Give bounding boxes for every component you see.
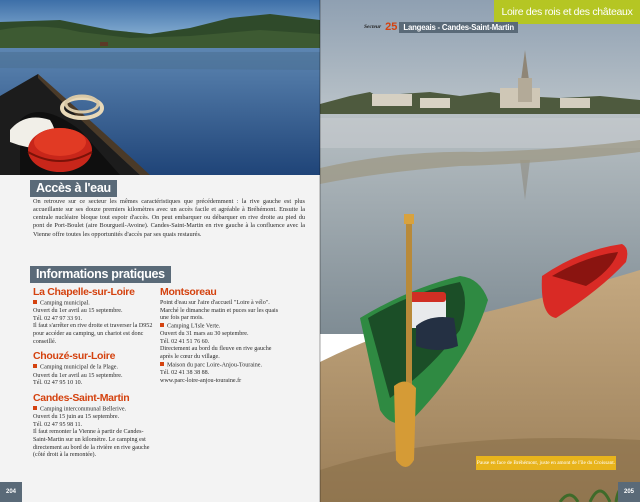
info-line xyxy=(160,346,282,361)
info-text: Ouvert du 15 juin au 15 septembre. xyxy=(33,414,120,421)
info-text: Camping municipal de la Plage. xyxy=(40,364,119,371)
route-number: 25 xyxy=(385,21,398,33)
info-text: Ouvert du 1er avril au 15 septembre. xyxy=(33,308,123,315)
info-line xyxy=(33,429,155,460)
canoes-on-beach-photo xyxy=(320,0,640,502)
info-line xyxy=(160,323,282,331)
bullet-square-icon xyxy=(33,364,37,368)
info-line xyxy=(160,378,282,386)
bullet-square-icon xyxy=(160,323,164,327)
info-line xyxy=(33,373,155,381)
info-line xyxy=(33,414,155,422)
info-line xyxy=(33,406,155,414)
info-text: Tél. 02 47 95 98 11. xyxy=(33,421,83,428)
info-column-2 xyxy=(160,286,282,389)
chapter-title-banner: Loire des rois et des châteaux xyxy=(494,0,640,24)
info-text: Camping municipal. xyxy=(40,300,90,307)
town-name: Candes-Saint-Martin xyxy=(33,391,130,404)
town-name: Montsoreau xyxy=(160,286,217,298)
info-line xyxy=(33,364,155,372)
bullet-square-icon xyxy=(33,406,37,410)
right-page xyxy=(320,0,640,502)
town-name: La Chapelle-sur-Loire xyxy=(33,286,135,298)
page-number-right: 205 xyxy=(618,482,640,502)
town-block xyxy=(33,392,155,460)
info-text: Camping intercommunal Bellerive. xyxy=(40,406,127,413)
route-label xyxy=(364,20,518,34)
info-line xyxy=(160,300,282,308)
info-line xyxy=(33,323,155,346)
info-text: www.parc-loire-anjou-touraine.fr xyxy=(160,377,242,384)
town-block xyxy=(33,350,155,387)
route-prefix: Secteur xyxy=(364,24,382,30)
town-block xyxy=(160,286,282,385)
info-column-1 xyxy=(33,286,155,464)
info-text: Tél. 02 47 95 10 10. xyxy=(33,380,83,387)
infos-heading: Informations pratiques xyxy=(30,266,171,283)
acces-paragraph: On retrouve sur ce secteur les mêmes caractéristiques que précédemment : la rive gauche est plus accueillante sur ses douze premiers kilomètres avec un accès facile et agréable à Bréhémont. Ensuite la centrale nucléaire bloque tout espoir d'accès. On peut embarquer ou débarquer en rive droite au pied du pont de Port-Boulet (aire Bourgueil-Avoine). Candes-Saint-Martin en rive gauche à la confluence avec la Vienne offre toutes les opportunités d'accès par ses quais restaurés. xyxy=(33,198,305,238)
info-line xyxy=(33,308,155,316)
canoe-river-illustration xyxy=(0,0,320,175)
bullet-square-icon xyxy=(160,362,164,366)
bullet-square-icon xyxy=(33,300,37,304)
info-text: Maison du parc Loire-Anjou-Touraine. xyxy=(167,362,263,369)
book-gutter xyxy=(319,0,321,502)
photo-caption: Pause en face de Bréhémont, juste en amont de l'île du Croissant. xyxy=(476,456,616,470)
canoe-river-photo xyxy=(0,0,320,175)
info-text: Marché le dimanche matin et puces sur les quais une fois par mois. xyxy=(160,307,279,322)
info-text: Camping L'Isle Verte. xyxy=(167,323,221,330)
info-text: Ouvert du 31 mars au 30 septembre. xyxy=(160,331,249,338)
info-text: Point d'eau sur l'aire d'accueil "Loire à vélo". xyxy=(160,300,270,306)
route-title: Langeais - Candes-Saint-Martin xyxy=(399,22,518,33)
info-text: Directement au bord du fleuve en rive gauche après le cœur du village. xyxy=(160,346,272,361)
info-text: Ouvert du 1er avril au 15 septembre. xyxy=(33,372,123,379)
page-number-left: 204 xyxy=(0,482,22,502)
info-line xyxy=(160,370,282,378)
info-line xyxy=(160,331,282,339)
town-name: Chouzé-sur-Loire xyxy=(33,350,116,363)
info-text: Tél. 02 41 51 76 60. xyxy=(160,338,210,345)
info-line xyxy=(33,300,155,308)
info-text: Il faut remonter la Vienne à partir de Candes-Saint-Martin sur un kilomètre. Le camping est directement au bord de la rivière en rive gauche (côté droit à la remontée). xyxy=(33,429,150,459)
info-text: Il faut s'arrêter en rive droite et traverser la D952 pour accéder au camping, un chariot est donc conseillé. xyxy=(33,323,153,345)
acces-heading: Accès à l'eau xyxy=(30,180,117,197)
info-text: Tél. 02 41 38 38 88. xyxy=(160,369,210,376)
info-text: Tél. 02 47 97 33 91. xyxy=(33,315,83,322)
info-line xyxy=(160,362,282,370)
loire-landscape-illustration xyxy=(320,0,640,502)
info-line xyxy=(160,308,282,323)
town-block xyxy=(33,286,155,346)
info-line xyxy=(33,380,155,388)
